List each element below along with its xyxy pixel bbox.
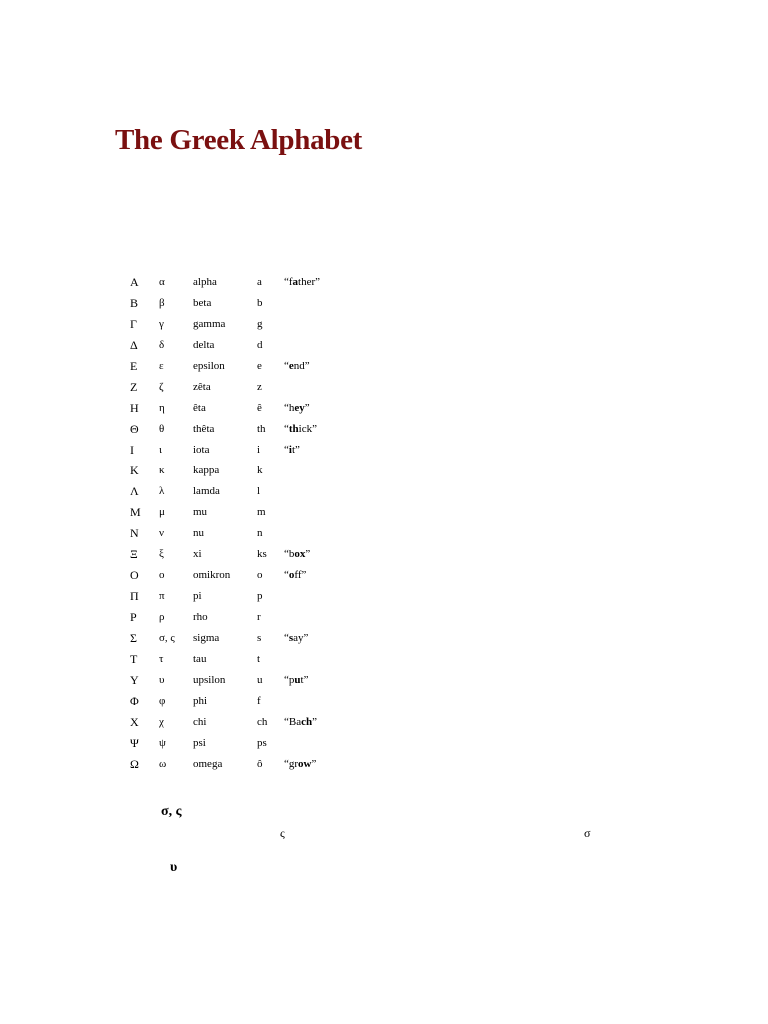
- lowercase-letter: φ: [159, 694, 166, 707]
- letter-row: [130, 586, 370, 607]
- pronunciation-text: ther”: [298, 276, 321, 288]
- pronunciation-example: [284, 712, 317, 732]
- lowercase-letter: ω: [159, 757, 167, 770]
- lowercase-letter: ρ: [159, 611, 165, 623]
- letter-row: [130, 377, 370, 398]
- letter-row: [130, 712, 370, 733]
- lowercase-letter: η: [159, 401, 165, 414]
- pronunciation-text: ”: [311, 757, 317, 770]
- letter-row: [130, 733, 370, 754]
- uppercase-letter: Δ: [130, 337, 138, 352]
- uppercase-letter: Μ: [130, 505, 141, 520]
- lowercase-letter: μ: [159, 506, 165, 519]
- transliteration: ps: [257, 736, 267, 749]
- pronunciation-example: [284, 565, 306, 585]
- transliteration: b: [257, 296, 263, 309]
- alphabet-table: [130, 272, 370, 775]
- upsilon-note: υ: [170, 860, 178, 875]
- pronunciation-highlight: ey: [294, 401, 305, 414]
- letter-name: sigma: [193, 631, 220, 644]
- pronunciation-highlight: e: [288, 359, 294, 372]
- pronunciation-text: ff”: [294, 569, 307, 582]
- uppercase-letter: Γ: [130, 316, 137, 331]
- letter-row: [130, 565, 370, 586]
- letter-name: êta: [193, 401, 206, 414]
- lowercase-letter: ι: [159, 443, 162, 456]
- pronunciation-text: ”: [304, 401, 310, 414]
- pronunciation-text: “: [284, 631, 289, 644]
- uppercase-letter: Ν: [130, 526, 139, 541]
- lowercase-letter: υ: [159, 673, 165, 686]
- transliteration: ks: [257, 548, 267, 561]
- letter-name: zêta: [193, 380, 211, 393]
- page-title: The Greek Alphabet: [115, 124, 363, 156]
- lowercase-letter: α: [159, 276, 165, 288]
- uppercase-letter: Θ: [130, 421, 139, 436]
- pronunciation-highlight: o: [288, 569, 295, 582]
- lowercase-letter: π: [159, 590, 165, 603]
- letter-name: iota: [193, 443, 210, 456]
- lowercase-letter: θ: [159, 422, 165, 435]
- transliteration: n: [257, 527, 263, 540]
- uppercase-letter: Χ: [130, 714, 139, 729]
- medial-sigma-glyph: σ: [584, 826, 591, 840]
- letter-row: [130, 440, 370, 461]
- transliteration: z: [257, 380, 262, 393]
- uppercase-letter: Π: [130, 589, 139, 604]
- letter-row: [130, 670, 370, 691]
- pronunciation-example: [284, 419, 317, 439]
- transliteration: m: [257, 506, 266, 519]
- pronunciation-text: ick”: [298, 422, 317, 435]
- pronunciation-text: “p: [284, 673, 295, 686]
- pronunciation-text: ”: [312, 715, 317, 728]
- uppercase-letter: Β: [130, 295, 139, 310]
- letter-name: delta: [193, 338, 215, 351]
- letter-row: [130, 502, 370, 523]
- letter-name: rho: [193, 611, 208, 623]
- pronunciation-highlight: th: [288, 422, 299, 435]
- letter-row: [130, 544, 370, 565]
- pronunciation-text: “: [284, 569, 289, 582]
- letter-name: mu: [193, 506, 208, 519]
- letter-name: gamma: [193, 317, 226, 330]
- pronunciation-text: “gr: [284, 757, 299, 770]
- pronunciation-highlight: s: [288, 631, 294, 644]
- transliteration: l: [257, 485, 261, 498]
- uppercase-letter: Ο: [130, 568, 139, 583]
- lowercase-letter: ψ: [159, 736, 166, 749]
- transliteration: i: [257, 443, 261, 456]
- pronunciation-text: ”: [305, 548, 311, 561]
- letter-name: thêta: [193, 422, 215, 435]
- letter-row: [130, 335, 370, 356]
- transliteration: th: [257, 422, 266, 435]
- letter-name: nu: [193, 527, 204, 540]
- pronunciation-text: nd”: [293, 359, 310, 372]
- letter-row: [130, 419, 370, 440]
- transliteration: u: [257, 673, 263, 686]
- letter-name: upsilon: [193, 673, 226, 686]
- letter-row: [130, 398, 370, 419]
- lowercase-letter: ζ: [159, 380, 164, 393]
- uppercase-letter: Ρ: [130, 610, 137, 624]
- letter-name: omega: [193, 757, 223, 770]
- letter-row: [130, 481, 370, 502]
- letter-row: [130, 293, 370, 314]
- sigma-forms-note: σ, ς: [161, 804, 182, 819]
- letter-row: [130, 460, 370, 481]
- pronunciation-text: “b: [284, 548, 295, 561]
- uppercase-letter: Ξ: [130, 547, 138, 562]
- transliteration: ch: [257, 715, 268, 728]
- lowercase-letter: ο: [159, 569, 165, 582]
- final-sigma-glyph: ς: [280, 826, 285, 840]
- pronunciation-highlight: u: [294, 673, 301, 686]
- pronunciation-example: [284, 544, 310, 564]
- transliteration: ê: [257, 401, 262, 414]
- lowercase-letter: τ: [159, 652, 164, 665]
- lowercase-letter: χ: [159, 715, 164, 728]
- uppercase-letter: Λ: [130, 484, 139, 499]
- transliteration: t: [257, 652, 261, 665]
- uppercase-letter: Τ: [130, 651, 138, 666]
- pronunciation-text: “: [284, 443, 289, 456]
- letter-row: [130, 691, 370, 712]
- uppercase-letter: Φ: [130, 693, 139, 708]
- uppercase-letter: Ε: [130, 358, 138, 373]
- pronunciation-example: [284, 272, 320, 292]
- pronunciation-example: [284, 670, 308, 690]
- uppercase-letter: Ψ: [130, 735, 139, 750]
- lowercase-letter: κ: [159, 464, 165, 477]
- letter-name: lamda: [193, 485, 220, 498]
- letter-row: [130, 628, 370, 649]
- pronunciation-text: “: [284, 422, 289, 435]
- pronunciation-text: “Ba: [284, 715, 302, 728]
- pronunciation-text: “f: [284, 276, 293, 288]
- transliteration: r: [257, 611, 261, 623]
- lowercase-letter: β: [159, 296, 165, 309]
- letter-name: kappa: [193, 464, 220, 477]
- pronunciation-text: “: [284, 359, 289, 372]
- pronunciation-example: [284, 628, 308, 648]
- letter-name: phi: [193, 694, 208, 707]
- pronunciation-text: ay”: [293, 631, 309, 644]
- transliteration: d: [257, 338, 263, 351]
- uppercase-letter: Σ: [130, 630, 137, 645]
- pronunciation-example: [284, 398, 310, 418]
- pronunciation-text: t”: [300, 673, 309, 686]
- pronunciation-highlight: ow: [298, 757, 312, 770]
- lowercase-letter: λ: [159, 485, 165, 498]
- uppercase-letter: Ι: [130, 442, 134, 457]
- letter-row: [130, 649, 370, 670]
- transliteration: p: [257, 590, 263, 603]
- letter-row: [130, 356, 370, 377]
- pronunciation-text: t”: [291, 443, 300, 456]
- letter-name: omikron: [193, 569, 231, 582]
- pronunciation-highlight: ox: [294, 548, 306, 561]
- pronunciation-highlight: a: [292, 276, 299, 288]
- transliteration: g: [257, 317, 263, 330]
- lowercase-letter: γ: [159, 317, 164, 330]
- letter-name: beta: [193, 296, 212, 309]
- transliteration: s: [257, 631, 262, 644]
- uppercase-letter: Ω: [130, 756, 139, 771]
- letter-row: [130, 523, 370, 544]
- transliteration: o: [257, 569, 263, 582]
- uppercase-letter: Α: [130, 275, 139, 289]
- letter-name: psi: [193, 736, 206, 749]
- letter-name: epsilon: [193, 359, 225, 372]
- lowercase-letter: ν: [159, 527, 164, 540]
- letter-name: chi: [193, 715, 207, 728]
- pronunciation-example: [284, 440, 300, 460]
- uppercase-letter: Κ: [130, 463, 139, 478]
- lowercase-letter: δ: [159, 338, 165, 351]
- pronunciation-example: [284, 754, 316, 774]
- uppercase-letter: Υ: [130, 672, 139, 687]
- uppercase-letter: Ζ: [130, 379, 138, 394]
- uppercase-letter: Η: [130, 400, 139, 415]
- lowercase-letter: ξ: [159, 548, 164, 561]
- transliteration: e: [257, 359, 262, 372]
- letter-row: [130, 272, 370, 293]
- pronunciation-text: “h: [284, 401, 295, 414]
- letter-name: pi: [193, 590, 202, 603]
- transliteration: k: [257, 464, 263, 477]
- lowercase-letter: σ, ς: [159, 631, 175, 644]
- letter-name: xi: [193, 548, 202, 561]
- letter-name: alpha: [193, 276, 217, 288]
- lowercase-letter: ε: [159, 359, 164, 372]
- pronunciation-highlight: ch: [301, 715, 313, 728]
- pronunciation-example: [284, 356, 310, 376]
- transliteration: f: [257, 694, 261, 707]
- letter-row: [130, 607, 370, 628]
- letter-row: [130, 314, 370, 335]
- transliteration: ô: [257, 757, 263, 770]
- pronunciation-highlight: i: [288, 443, 292, 456]
- letter-name: tau: [193, 652, 207, 665]
- transliteration: a: [257, 276, 262, 288]
- letter-row: [130, 754, 370, 775]
